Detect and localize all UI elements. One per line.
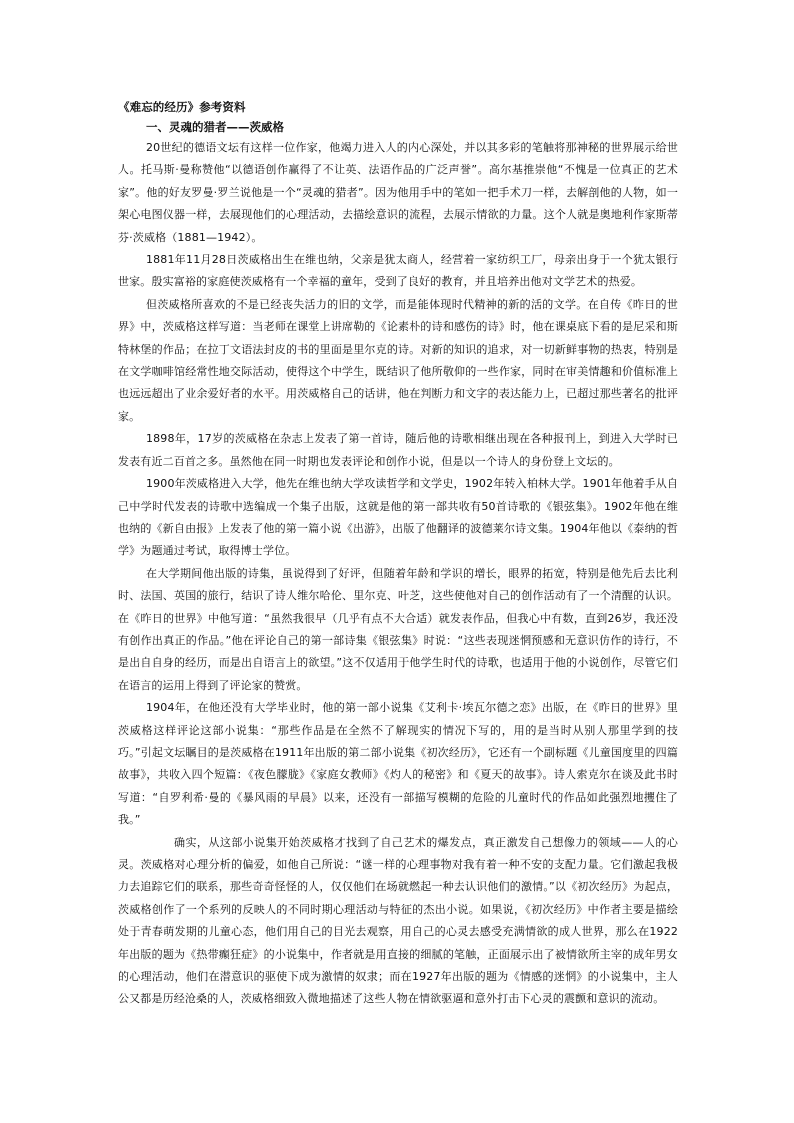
paragraph-psychology: 确实，从这部小说集开始茨威格才找到了自己艺术的爆发点，真正激发自己想像力的领域——人的心灵。茨威格对心理分析的偏爱，如他自己所说：“谜一样的心理事物对我有着一种不安的支配力量。它们激起我极力去追踪它们的联系，那些奇奇怪怪的人，仅仅他们在场就燃起一种去认识他们的激情。”以《初次经历》为起点，茨威格创作了一个系列的反映人的不同时期心理活动与特征的杰出小说。如果说，《初次经历》中作者主要是描绘处于青春萌发期的儿童心态，他们用自己的目光去观察，用自己的心灵去感受充满情欲的成人世界，那么在1922年出版的题为《热带癫狂症》的小说集中，作者就是用直接的细腻的笔触，正面展示出了被情欲所主宰的成年男女的心理活动，他们在潜意识的驱使下成为激情的奴隶；而在1927年出版的题为《情感的迷惘》的小说集中，主人公又都是历经沧桑的人，茨威格细致入微地描述了这些人物在情欲驱逼和意外打击下心灵的震颤和意识的流动。 <box>118 835 678 1006</box>
document-page <box>118 97 678 1011</box>
paragraph-university: 1900年茨威格进入大学，他先在维也纳大学攻读哲学和文学史，1902年转入柏林大学。1901年他着手从自己中学时代发表的诗歌中选编成一个集子出版，这就是他的第一部共收有50首诗歌的《银弦集》。1902年他在维也纳的《新自由报》上发表了他的第一篇小说《出游》，出版了他翻译的波德莱尔诗文集。1904年他以《泰纳的哲学》为题通过考试，取得博士学位。 <box>118 477 678 558</box>
section-heading: 一、灵魂的猎者——茨威格 <box>146 120 284 134</box>
paragraph-first-novel: 1904年，在他还没有大学毕业时，他的第一部小说集《艾利卡·埃瓦尔德之恋》出版，在《昨日的世界》里茨威格这样评论这部小说集：“那些作品是在全然不了解现实的情况下写的，用的是当时从别人那里学到的技巧。”引起文坛瞩目的是茨威格在1911年出版的第二部小说集《初次经历》，它还有一个副标题《儿童国度里的四篇故事》，共收入四个短篇：《夜色朦胧》《家庭女教师》《灼人的秘密》和《夏天的故事》。诗人索克尔在谈及此书时写道：“自罗利希·曼的《暴风雨的早晨》以来，还没有一部描写模糊的危险的儿童时代的作品如此强烈地攫住了我。” <box>118 701 678 827</box>
paragraph-intro: 20世纪的德语文坛有这样一位作家，他竭力进入人的内心深处，并以其多彩的笔触将那神秘的世界展示给世人。托马斯·曼称赞他“以德语创作赢得了不让英、法语作品的广泛声誉”。高尔基推崇他“不愧是一位真正的艺术家”。他的好友罗曼·罗兰说他是一个“灵魂的猎者”。因为他用手中的笔如一把手术刀一样，去解剖他的人物，如一架心电图仪器一样，去展现他们的心理活动，去描绘意识的流程，去展示情欲的力量。这个人就是奥地利作家斯蒂芬·茨威格（1881—1942）。 <box>118 141 678 244</box>
paragraph-first-poem: 1898年，17岁的茨威格在杂志上发表了第一首诗，随后他的诗歌相继出现在各种报刊上，到进入大学时已发表有近二百首之多。虽然他在同一时期也发表评论和创作小说，但是以一个诗人的身份登上文坛的。 <box>118 432 678 468</box>
paragraph-birth: 1881年11月28日茨威格出生在维也纳，父亲是犹太商人，经营着一家纺织工厂，母亲出身于一个犹太银行世家。殷实富裕的家庭使茨威格有一个幸福的童年，受到了良好的教育，并且培养出他对文学艺术的热爱。 <box>118 253 678 289</box>
document-title: 《难忘的经历》参考资料 <box>118 100 246 114</box>
paragraph-new-literature: 但茨威格所喜欢的不是已经丧失活力的旧的文学，而是能体现时代精神的新的活的文学。在自传《昨日的世界》中，茨威格这样写道：当老师在课堂上讲席勒的《论素朴的诗和感伤的诗》时，他在课桌底下看的是尼采和斯特林堡的作品；在拉丁文语法封皮的书的里面是里尔克的诗。对新的知识的追求，对一切新鲜事物的热衷，特别是在文学咖啡馆经常性地交际活动，使得这个中学生，既结识了他所敬仰的一些作家，同时在审美情趣和价值标准上也远远超出了业余爱好者的水平。用茨威格自己的话讲，他在判断力和文字的表达能力上，已超过那些著名的批评家。 <box>118 297 678 423</box>
paragraph-self-awareness: 在大学期间他出版的诗集，虽说得到了好评，但随着年龄和学识的增长，眼界的拓宽，特别是他先后去比利时、法国、英国的旅行，结识了诗人维尔哈伦、里尔克、叶芝，这些使他对自己的创作活动有了一个清醒的认识。在《昨日的世界》中他写道：“虽然我很早（几乎有点不大合适）就发表作品，但我心中有数，直到26岁，我还没有创作出真正的作品。”他在评论自己的第一部诗集《银弦集》时说：“这些表现迷惘预感和无意识仿作的诗行，不是出自自身的经历，而是出自语言上的欲望。”这不仅适用于他学生时代的诗歌，也适用于他的小说创作，尽管它们在语言的运用上得到了评论家的赞赏。 <box>118 566 678 692</box>
